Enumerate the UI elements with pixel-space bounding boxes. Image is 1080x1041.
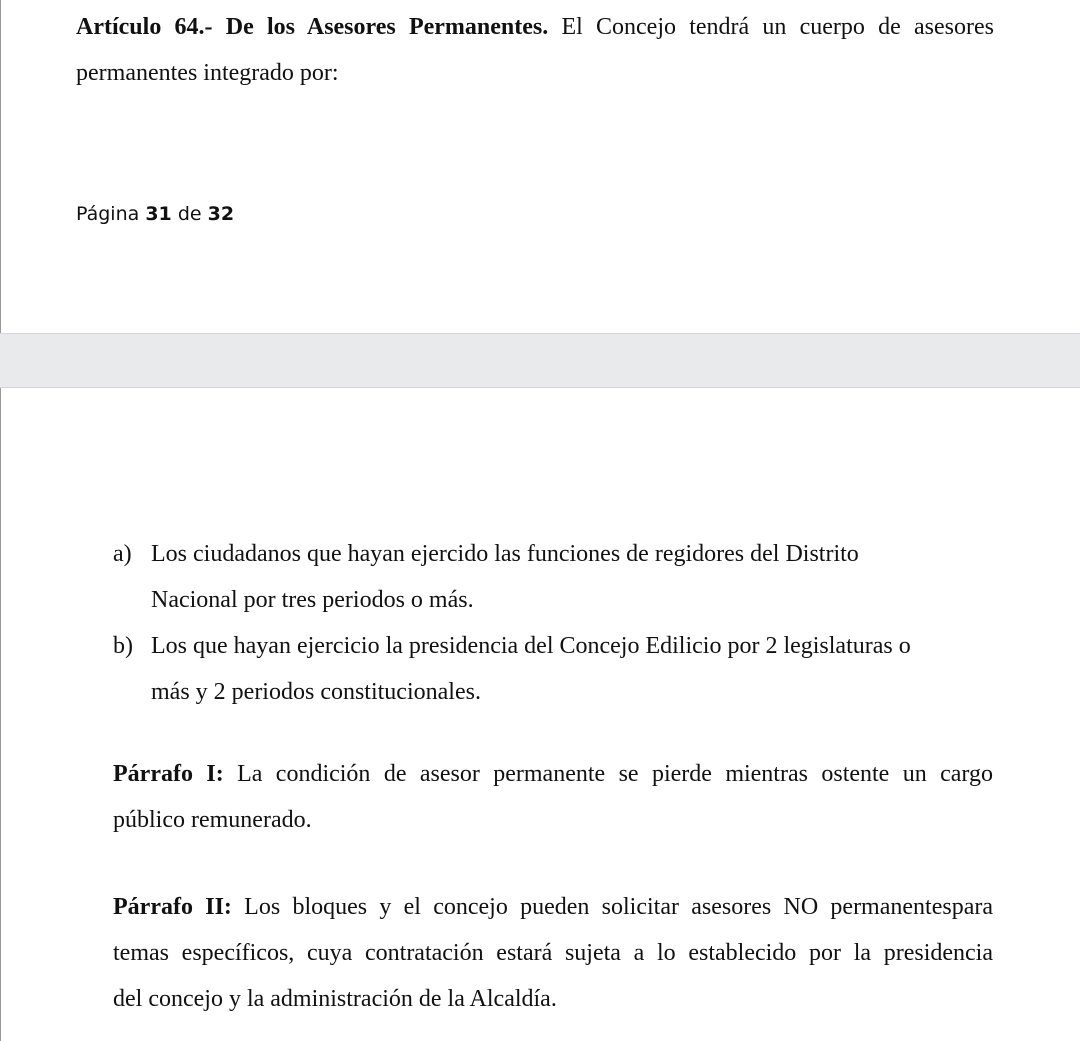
advisor-list [113, 531, 993, 715]
page-label: Página [76, 203, 140, 225]
document-page-31 [0, 0, 1080, 333]
article-line-1 [76, 4, 994, 50]
list-marker: b) [113, 633, 133, 659]
paragraph-i [113, 751, 993, 843]
paragraph-ii-line-2: temas específicos, cuya contratación estará sujeta a lo establecido por la presidencia [113, 940, 993, 966]
paragraph-ii-line-3: del concejo y la administración de la Alcaldía. [113, 986, 557, 1012]
paragraph-ii [113, 884, 993, 1022]
article-64-paragraph [76, 4, 994, 96]
page-number-footer [76, 199, 234, 229]
list-item-line: Los que hayan ejercicio la presidencia del Concejo Edilicio por 2 legislaturas o [151, 633, 911, 659]
paragraph-i-text: La condición de asesor permanente se pierde mientras ostente un cargo [223, 761, 993, 787]
list-item-line: más y 2 periodos constitucionales. [151, 679, 481, 705]
list-item [113, 623, 993, 715]
list-item-line: Nacional por tres periodos o más. [151, 587, 474, 613]
paragraph-ii-heading: Párrafo II: [113, 894, 232, 920]
paragraph-i-line-1 [113, 751, 993, 797]
paragraph-ii-text: Los bloques y el concejo pueden solicitar asesores NO permanentespara [231, 894, 993, 920]
list-marker: a) [113, 541, 132, 567]
article-intro-text: El Concejo tendrá un cuerpo de asesores [548, 14, 994, 40]
page-separator: de [177, 203, 202, 225]
paragraph-i-heading: Párrafo I: [113, 761, 224, 787]
total-pages-number: 32 [207, 203, 235, 225]
list-item-line: Los ciudadanos que hayan ejercido las funciones de regidores del Distrito [151, 541, 859, 567]
list-item [113, 531, 993, 623]
paragraph-ii-line-1 [113, 884, 993, 930]
article-line-2: permanentes integrado por: [76, 60, 339, 86]
page-break-gap [0, 333, 1080, 388]
paragraph-i-line-2: público remunerado. [113, 807, 312, 833]
current-page-number: 31 [145, 203, 172, 225]
article-heading: Artículo 64.- De los Asesores Permanentes. [76, 14, 549, 40]
